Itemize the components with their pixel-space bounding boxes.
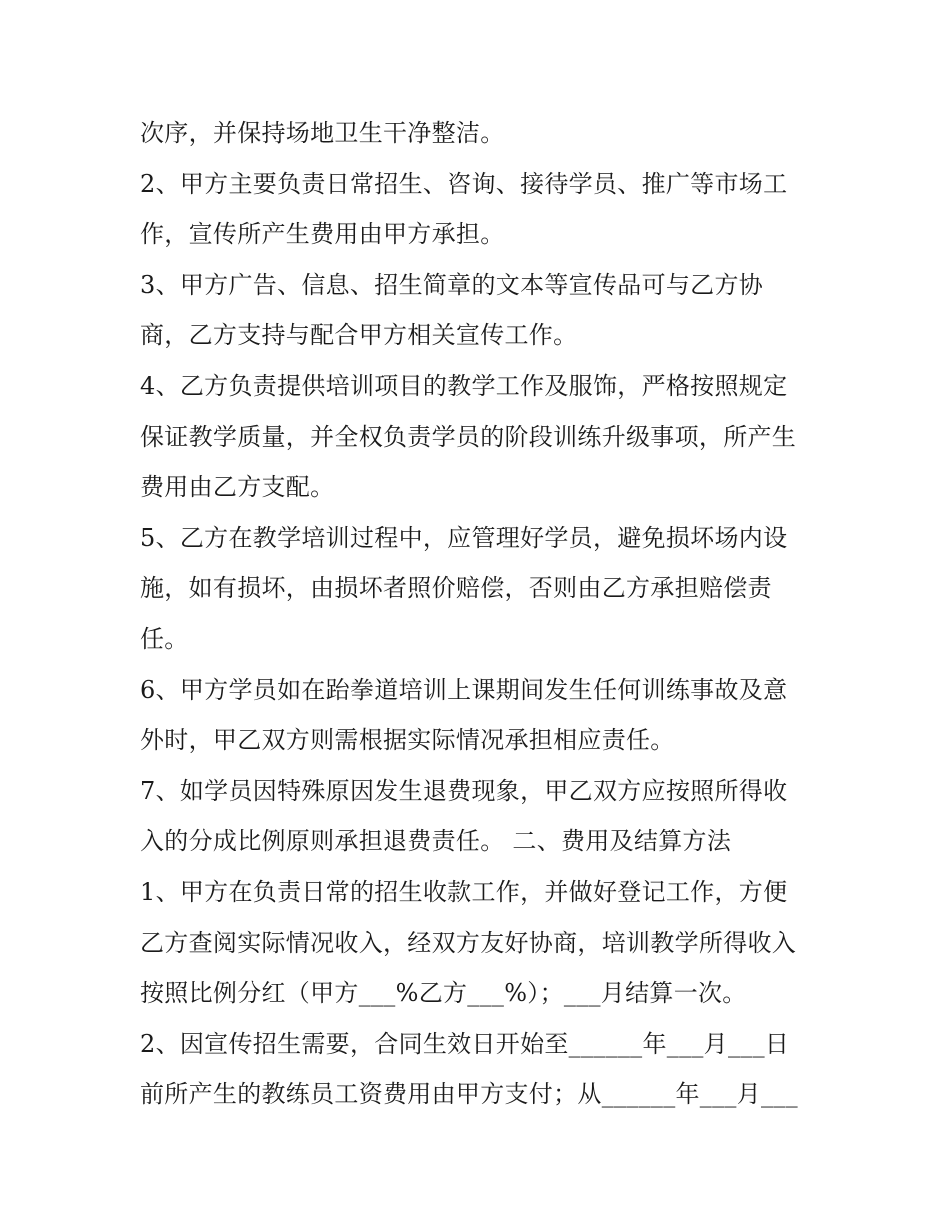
- text-line: 2、因宣传招生需要，合同生效日开始至______年___月___日: [140, 1029, 790, 1058]
- text-line: 次序，并保持场地卫生干净整洁。: [140, 119, 505, 147]
- contract-body-text: [140, 108, 830, 1120]
- text-line: 1、甲方在负责日常的招生收款工作，并做好登记工作，方便: [140, 877, 788, 906]
- text-line: 7、如学员因特殊原因发生退费现象，甲乙双方应按照所得收: [140, 776, 788, 805]
- text-line: 6、甲方学员如在跆拳道培训上课期间发生任何训练事故及意: [140, 675, 788, 704]
- text-line: 2、甲方主要负责日常招生、咨询、接待学员、推广等市场工: [140, 169, 788, 198]
- text-line: 费用由乙方支配。: [140, 473, 335, 502]
- text-line: 保证教学质量，并全权负责学员的阶段训练升级事项，所产生: [140, 422, 797, 451]
- text-line: 作，宣传所产生费用由甲方承担。: [140, 220, 505, 249]
- text-line: 乙方查阅实际情况收入，经双方友好协商，培训教学所得收入: [140, 928, 797, 957]
- text-line: 5、乙方在教学培训过程中，应管理好学员，避免损坏场内设: [140, 523, 788, 552]
- text-line: 施，如有损坏，由损坏者照价赔偿，否则由乙方承担赔偿责: [140, 574, 772, 603]
- text-line: 商，乙方支持与配合甲方相关宣传工作。: [140, 321, 578, 350]
- text-line: 3、甲方广告、信息、招生简章的文本等宣传品可与乙方协: [140, 270, 764, 299]
- text-line: 按照比例分红（甲方___%乙方___%）；___月结算一次。: [140, 979, 747, 1008]
- text-line: 4、乙方负责提供培训项目的教学工作及服饰，严格按照规定: [140, 371, 788, 400]
- text-line: 入的分成比例原则承担退费责任。 二、费用及结算方法: [140, 827, 732, 856]
- text-line: 外时，甲乙双方则需根据实际情况承担相应责任。: [140, 726, 675, 755]
- text-line: 任。: [140, 624, 189, 653]
- text-line: 前所产生的教练员工资费用由甲方支付；从______年___月___: [140, 1080, 798, 1109]
